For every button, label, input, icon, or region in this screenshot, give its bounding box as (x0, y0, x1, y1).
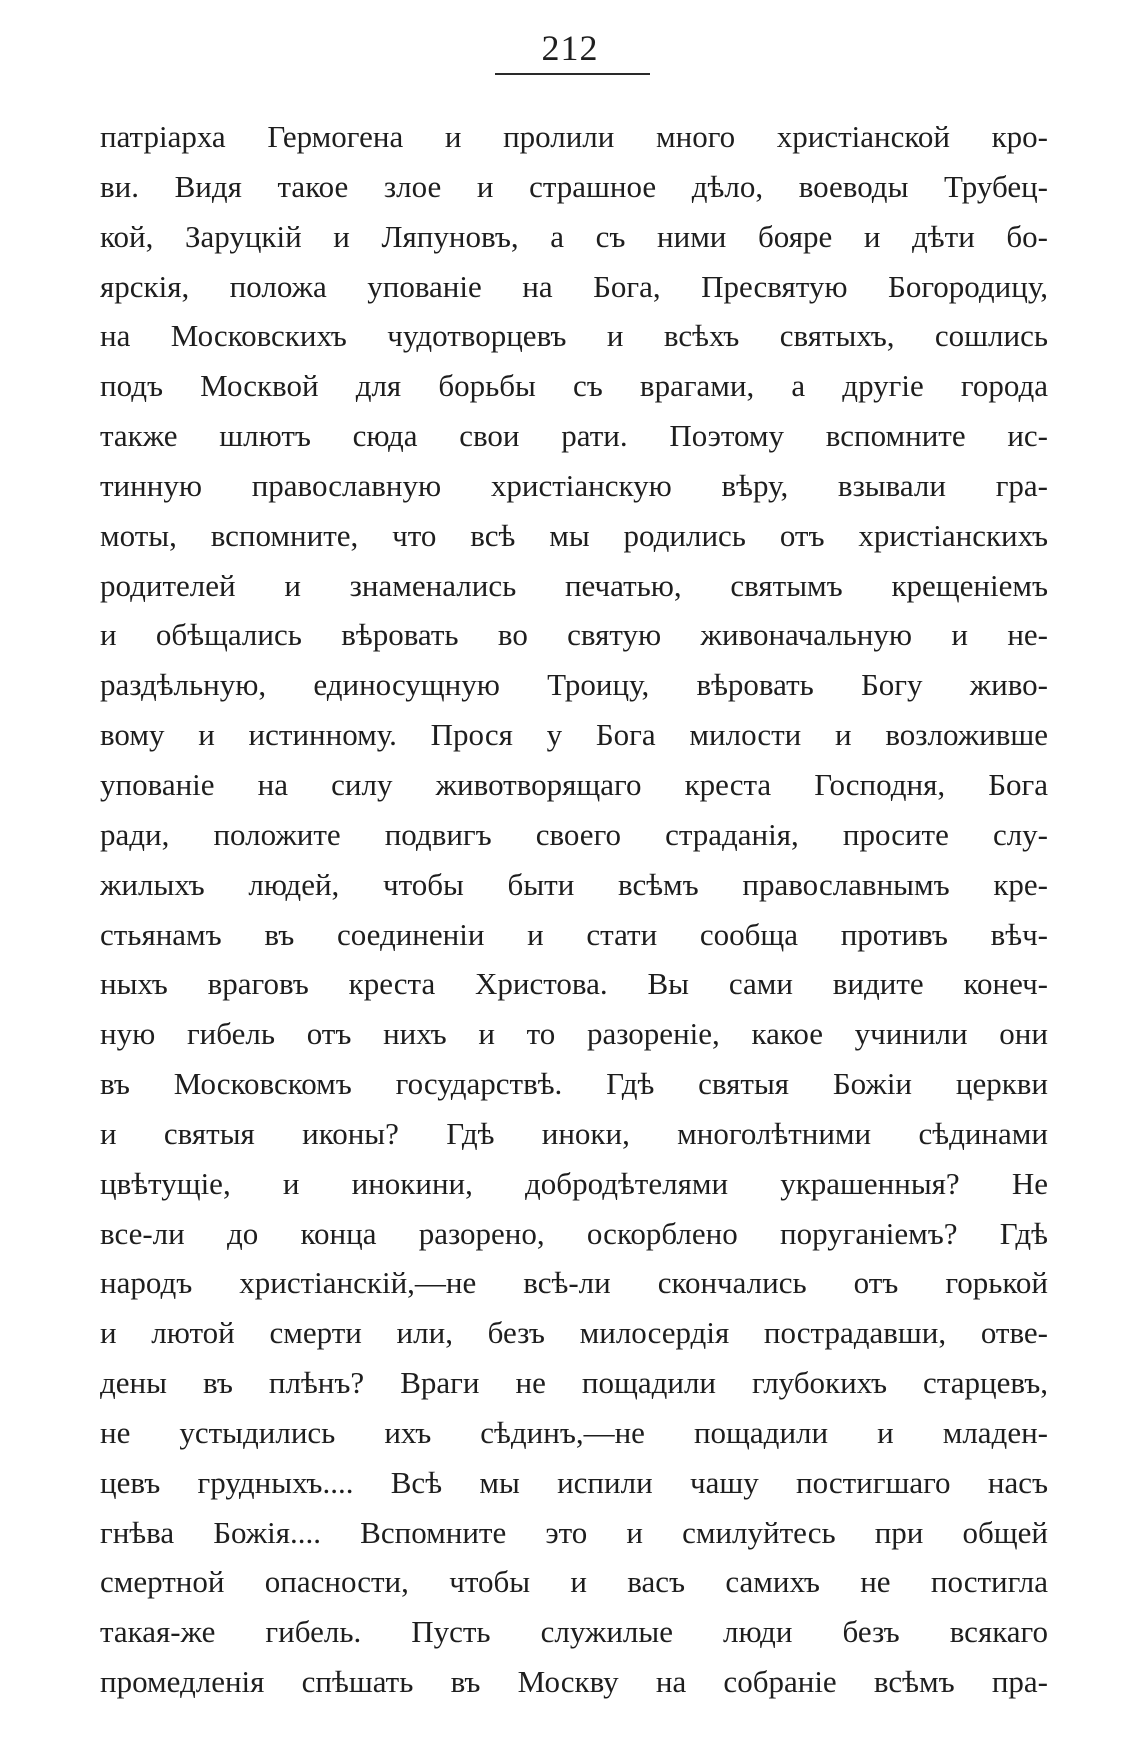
text-line: ную гибель отъ нихъ и то разореніе, какое учинили они (100, 1016, 1048, 1052)
text-line: народъ христіанскій,—не всѣ-ли скончались отъ горькой (100, 1265, 1048, 1301)
text-line: и обѣщались вѣровать во святую живоначальную и не- (100, 617, 1048, 653)
text-line: упованіе на силу животворящаго креста Господня, Бога (100, 766, 1048, 802)
text-line: такая-же гибель. Пусть служилые люди безъ всякаго (100, 1614, 1048, 1650)
text-line: жилыхъ людей, чтобы быти всѣмъ православнымъ кре- (100, 866, 1048, 902)
text-line: родителей и знаменались печатью, святымъ крещеніемъ (100, 567, 1048, 603)
text-line: моты, вспомните, что всѣ мы родились отъ христіанскихъ (100, 517, 1048, 553)
text-line: промедленія спѣшать въ Москву на собраніе всѣмъ пра- (100, 1664, 1048, 1700)
text-line: на Московскихъ чудотворцевъ и всѣхъ святыхъ, сошлись (100, 318, 1048, 354)
body-text (100, 112, 1048, 1707)
page-number: 212 (541, 28, 599, 68)
text-line: стьянамъ въ соединеніи и стати сообща противъ вѣч- (100, 916, 1048, 952)
text-line: не устыдились ихъ сѣдинъ,—не пощадили и младен- (100, 1414, 1048, 1450)
text-line: и лютой смерти или, безъ милосердія пострадавши, отве- (100, 1315, 1048, 1351)
text-line: все-ли до конца разорено, оскорблено поруганіемъ? Гдѣ (100, 1215, 1048, 1251)
text-line: и святыя иконы? Гдѣ иноки, многолѣтними сѣдинами (100, 1115, 1048, 1151)
text-line: кой, Заруцкій и Ляпуновъ, а съ ними бояре и дѣти бо- (100, 218, 1048, 254)
text-line: ныхъ враговъ креста Христова. Вы сами видите конеч- (100, 966, 1048, 1002)
text-line: подъ Москвой для борьбы съ врагами, а другіе города (100, 368, 1048, 404)
text-line: вому и истинному. Прося у Бога милости и возложивше (100, 717, 1048, 753)
text-line: смертной опасности, чтобы и васъ самихъ не постигла (100, 1564, 1048, 1600)
text-line: ради, положите подвигъ своего страданія, просите слу- (100, 816, 1048, 852)
text-line: дены въ плѣнъ? Враги не пощадили глубокихъ старцевъ, (100, 1365, 1048, 1401)
text-line: раздѣльную, единосущную Троицу, вѣровать Богу живо- (100, 667, 1048, 703)
text-line: цевъ грудныхъ.... Всѣ мы испили чашу постигшаго насъ (100, 1464, 1048, 1500)
text-line: тинную православную христіанскую вѣру, взывали гра- (100, 467, 1048, 503)
text-line: также шлютъ сюда свои рати. Поэтому вспомните ис- (100, 418, 1048, 454)
text-line: въ Московскомъ государствѣ. Гдѣ святыя Божіи церкви (100, 1066, 1048, 1102)
text-line: ярскія, положа упованіе на Бога, Пресвятую Богородицу, (100, 268, 1048, 304)
text-line: ви. Видя такое злое и страшное дѣло, воеводы Трубец- (100, 168, 1048, 204)
text-line: патріарха Гермогена и пролили много христіанской кро- (100, 119, 1048, 154)
header-rule (495, 73, 650, 75)
text-line: гнѣва Божія.... Вспомните это и смилуйтесь при общей (100, 1514, 1048, 1550)
text-line: цвѣтущіе, и инокини, добродѣтелями украшенныя? Не (100, 1165, 1048, 1201)
